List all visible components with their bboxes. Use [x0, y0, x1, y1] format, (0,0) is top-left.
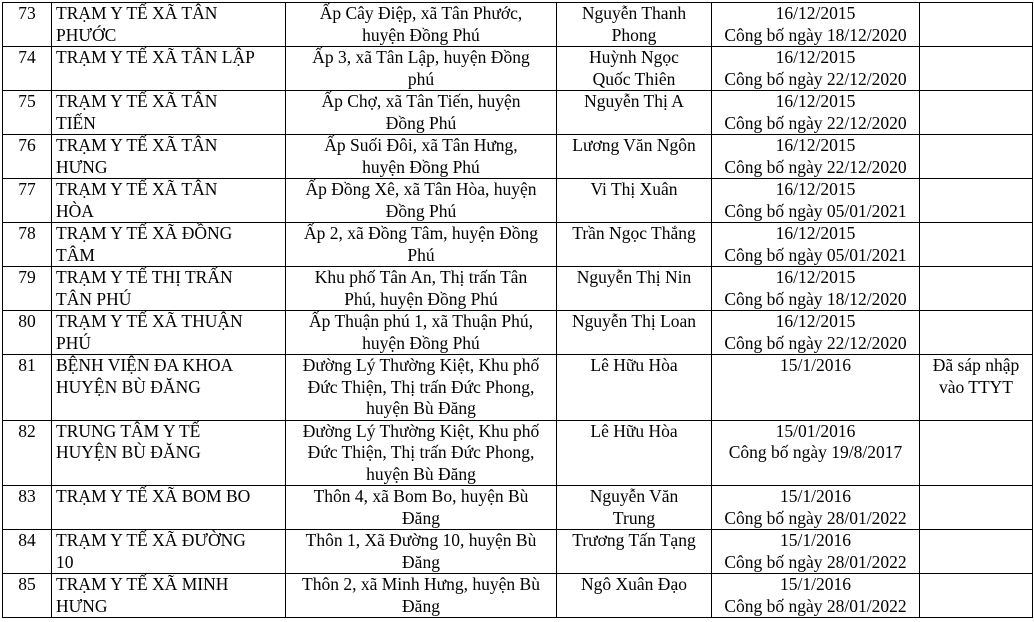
issue-date-cell: [712, 91, 920, 135]
facility-name-line: TRẠM Y TẾ XÃ MINH: [56, 574, 229, 594]
responsible-person-cell: [557, 135, 712, 179]
facility-name-line: TRẠM Y TẾ XÃ ĐƯỜNG: [56, 530, 246, 550]
facility-address-line: huyện Bù Đăng: [366, 463, 476, 484]
issue-date-line: Công bố ngày 05/01/2021: [724, 244, 907, 265]
note-cell: [920, 179, 1033, 223]
row-number: 80: [18, 311, 36, 331]
table-row: [3, 91, 1033, 135]
row-number: 75: [18, 91, 36, 111]
row-number-cell: [3, 3, 52, 47]
note-cell: [920, 47, 1033, 91]
facility-name-line: HUYỆN BÙ ĐĂNG: [56, 376, 201, 397]
row-number-cell: [3, 179, 52, 223]
facility-address-line: Ấp 2, xã Đồng Tâm, huyện Đồng: [304, 223, 538, 243]
row-number: 76: [18, 135, 36, 155]
facility-address-line: Phú, huyện Đồng Phú: [344, 288, 498, 309]
facility-name-line: TRẠM Y TẾ XÃ TÂN LẬP: [56, 47, 255, 67]
note-cell: [920, 91, 1033, 135]
row-number-cell: [3, 135, 52, 179]
issue-date-line: 15/1/2016: [780, 486, 851, 506]
responsible-person-cell: [557, 420, 712, 486]
facility-address-line: Khu phố Tân An, Thị trấn Tân: [314, 267, 528, 287]
responsible-person-cell: [557, 91, 712, 135]
table-row: [3, 574, 1033, 618]
facility-name-line: TRẠM Y TẾ XÃ BOM BO: [56, 486, 251, 506]
facility-address-cell: [286, 179, 557, 223]
note-line: vào TTYT: [938, 376, 1014, 397]
row-number-cell: [3, 486, 52, 530]
issue-date-cell: [712, 47, 920, 91]
issue-date-line: 16/12/2015: [775, 179, 856, 199]
responsible-person-line: Lương Văn Ngôn: [572, 135, 696, 155]
issue-date-line: Công bố ngày 19/8/2017: [728, 442, 903, 462]
issue-date-line: 16/12/2015: [775, 135, 856, 155]
facility-address-cell: [286, 311, 557, 355]
issue-date-cell: [712, 267, 920, 311]
table-body: [3, 3, 1033, 618]
responsible-person-line: Huỳnh Ngọc: [589, 47, 679, 67]
facility-address-cell: [286, 355, 557, 421]
table-row: [3, 530, 1033, 574]
responsible-person-cell: [557, 486, 712, 530]
facility-name-cell: [52, 3, 286, 47]
facility-address-line: Đường Lý Thường Kiệt, Khu phố: [302, 355, 540, 375]
table-row: [3, 420, 1033, 486]
row-number: 85: [18, 574, 36, 594]
responsible-person-cell: [557, 311, 712, 355]
responsible-person-line: Nguyễn Thị A: [584, 91, 684, 111]
facility-address-line: Đăng: [402, 551, 440, 572]
note-cell: [920, 223, 1033, 267]
row-number: 78: [18, 223, 36, 243]
issue-date-cell: [712, 311, 920, 355]
table-row: [3, 355, 1033, 421]
facility-name-cell: [52, 530, 286, 574]
facility-name-line: HƯNG: [56, 156, 108, 177]
facility-name-line: TRẠM Y TẾ XÃ THUẬN: [56, 311, 243, 331]
issue-date-line: Công bố ngày 18/12/2020: [724, 288, 907, 309]
facility-address-line: Đồng Phú: [385, 200, 457, 221]
row-number-cell: [3, 47, 52, 91]
facility-name-cell: [52, 486, 286, 530]
row-number-cell: [3, 530, 52, 574]
facility-name-cell: [52, 574, 286, 618]
facility-address-line: Ấp 3, xã Tân Lập, huyện Đồng: [312, 47, 530, 67]
issue-date-line: 15/1/2016: [780, 574, 851, 594]
facility-address-line: Ấp Đồng Xê, xã Tân Hòa, huyện: [305, 179, 537, 199]
facility-address-line: phú: [407, 68, 435, 89]
facility-address-line: Ấp Cây Điệp, xã Tân Phước,: [319, 3, 523, 23]
facility-name-line: TRUNG TÂM Y TẾ: [56, 420, 201, 441]
facility-name-line: 10: [56, 551, 74, 572]
issue-date-line: 16/12/2015: [775, 91, 856, 111]
issue-date-line: Công bố ngày 18/12/2020: [724, 24, 907, 45]
table-row: [3, 135, 1033, 179]
row-number: 84: [18, 530, 36, 550]
row-number-cell: [3, 91, 52, 135]
facility-address-line: Thôn 2, xã Minh Hưng, huyện Bù: [302, 574, 540, 594]
responsible-person-cell: [557, 267, 712, 311]
issue-date-line: Công bố ngày 22/12/2020: [724, 68, 907, 89]
responsible-person-cell: [557, 355, 712, 421]
issue-date-cell: [712, 530, 920, 574]
row-number-cell: [3, 311, 52, 355]
facility-name-line: TÂM: [56, 244, 95, 265]
facility-address-line: huyện Đồng Phú: [362, 332, 480, 353]
facility-address-line: Đức Thiện, Thị trấn Đức Phong,: [307, 442, 535, 462]
note-cell: [920, 420, 1033, 486]
facility-address-cell: [286, 486, 557, 530]
responsible-person-line: Trương Tấn Tạng: [572, 530, 696, 550]
facility-address-line: Ấp Thuận phú 1, xã Thuận Phú,: [309, 311, 533, 331]
note-cell: [920, 486, 1033, 530]
row-number: 73: [18, 3, 36, 23]
facility-address-line: Phú: [407, 244, 435, 265]
row-number: 82: [18, 420, 36, 441]
issue-date-line: 16/12/2015: [775, 267, 856, 287]
issue-date-line: Công bố ngày 22/12/2020: [724, 112, 907, 133]
responsible-person-cell: [557, 574, 712, 618]
note-cell: [920, 530, 1033, 574]
table-row: [3, 267, 1033, 311]
table-row: [3, 179, 1033, 223]
note-cell: [920, 267, 1033, 311]
responsible-person-line: Nguyễn Thị Nin: [576, 267, 692, 287]
issue-date-cell: [712, 486, 920, 530]
row-number-cell: [3, 355, 52, 421]
responsible-person-line: Quốc Thiên: [592, 68, 676, 89]
facility-address-line: Đường Lý Thường Kiệt, Khu phố: [302, 420, 540, 441]
responsible-person-line: Nguyễn Văn: [589, 486, 679, 506]
table-row: [3, 223, 1033, 267]
facility-name-line: TRẠM Y TẾ XÃ TÂN: [56, 91, 218, 111]
facility-address-cell: [286, 574, 557, 618]
responsible-person-cell: [557, 223, 712, 267]
facility-address-line: huyện Bù Đăng: [366, 398, 476, 418]
issue-date-cell: [712, 574, 920, 618]
facility-name-line: PHÚ: [56, 332, 92, 353]
issue-date-line: Công bố ngày 22/12/2020: [724, 332, 907, 353]
facility-name-line: TRẠM Y TẾ XÃ ĐỒNG: [56, 223, 233, 243]
issue-date-line: 16/12/2015: [775, 47, 856, 67]
row-number-cell: [3, 420, 52, 486]
responsible-person-line: Trung: [612, 507, 656, 528]
facility-name-line: PHƯỚC: [56, 24, 117, 45]
responsible-person-line: Lê Hữu Hòa: [590, 420, 678, 441]
facility-name-line: TRẠM Y TẾ THỊ TRẤN: [56, 267, 233, 287]
row-number: 74: [18, 47, 36, 67]
facility-address-cell: [286, 530, 557, 574]
note-cell: [920, 3, 1033, 47]
issue-date-cell: [712, 179, 920, 223]
facility-address-line: Ấp Chợ, xã Tân Tiến, huyện: [321, 91, 521, 111]
issue-date-line: 16/12/2015: [775, 311, 856, 331]
responsible-person-line: Vi Thị Xuân: [590, 179, 678, 199]
responsible-person-line: Nguyễn Thanh: [581, 3, 687, 23]
facility-address-cell: [286, 91, 557, 135]
facility-name-line: TÂN PHÚ: [56, 288, 132, 309]
facility-name-cell: [52, 179, 286, 223]
row-number: 83: [18, 486, 36, 506]
facility-name-line: HÒA: [56, 200, 94, 221]
issue-date-line: Công bố ngày 28/01/2022: [724, 551, 907, 572]
facility-address-line: huyện Đồng Phú: [362, 24, 480, 45]
issue-date-line: 15/1/2016: [780, 355, 851, 375]
note-cell: [920, 135, 1033, 179]
facility-name-cell: [52, 267, 286, 311]
facility-address-cell: [286, 135, 557, 179]
note-cell: [920, 355, 1033, 421]
responsible-person-line: Trần Ngọc Thắng: [572, 223, 696, 243]
facility-address-line: Thôn 4, xã Bom Bo, huyện Bù: [313, 486, 529, 506]
facility-address-line: huyện Đồng Phú: [362, 156, 480, 177]
issue-date-line: 15/1/2016: [780, 530, 851, 550]
responsible-person-cell: [557, 47, 712, 91]
facility-name-line: TRẠM Y TẾ XÃ TÂN: [56, 3, 218, 23]
facility-address-line: Đức Thiện, Thị trấn Đức Phong,: [307, 376, 535, 397]
table-row: [3, 47, 1033, 91]
facility-name-line: TRẠM Y TẾ XÃ TÂN: [56, 135, 218, 155]
issue-date-cell: [712, 3, 920, 47]
facility-name-line: TIẾN: [56, 112, 96, 133]
note-line: Đã sáp nhập: [932, 355, 1020, 375]
facility-name-cell: [52, 420, 286, 486]
facility-address-cell: [286, 420, 557, 486]
facility-name-cell: [52, 223, 286, 267]
facility-address-line: Đăng: [402, 595, 440, 616]
facility-table: [2, 2, 1033, 618]
responsible-person-cell: [557, 530, 712, 574]
issue-date-cell: [712, 223, 920, 267]
table-row: [3, 3, 1033, 47]
facility-address-line: Ấp Suối Đôi, xã Tân Hưng,: [324, 135, 518, 155]
note-cell: [920, 574, 1033, 618]
issue-date-line: Công bố ngày 22/12/2020: [724, 156, 907, 177]
facility-name-cell: [52, 311, 286, 355]
facility-address-line: Thôn 1, Xã Đường 10, huyện Bù: [305, 530, 537, 550]
table-row: [3, 486, 1033, 530]
responsible-person-line: Ngô Xuân Đạo: [581, 574, 687, 594]
row-number: 79: [18, 267, 36, 287]
note-cell: [920, 311, 1033, 355]
row-number: 77: [18, 179, 36, 199]
facility-name-cell: [52, 91, 286, 135]
facility-address-line: Đăng: [402, 507, 440, 528]
responsible-person-cell: [557, 3, 712, 47]
issue-date-line: 15/01/2016: [775, 420, 856, 441]
row-number-cell: [3, 223, 52, 267]
facility-address-line: Đồng Phú: [385, 112, 457, 133]
responsible-person-line: Phong: [611, 24, 657, 45]
facility-address-cell: [286, 223, 557, 267]
issue-date-cell: [712, 420, 920, 486]
issue-date-line: 16/12/2015: [775, 223, 856, 243]
facility-name-line: TRẠM Y TẾ XÃ TÂN: [56, 179, 218, 199]
table-row: [3, 311, 1033, 355]
issue-date-line: 16/12/2015: [775, 3, 856, 23]
facility-name-cell: [52, 47, 286, 91]
issue-date-line: Công bố ngày 28/01/2022: [724, 507, 907, 528]
row-number-cell: [3, 267, 52, 311]
facility-name-line: BỆNH VIỆN ĐA KHOA: [56, 355, 234, 375]
responsible-person-line: Lê Hữu Hòa: [590, 355, 678, 375]
responsible-person-line: Nguyễn Thị Loan: [571, 311, 697, 331]
issue-date-cell: [712, 135, 920, 179]
facility-name-cell: [52, 355, 286, 421]
facility-name-cell: [52, 135, 286, 179]
row-number: 81: [18, 355, 36, 375]
responsible-person-cell: [557, 179, 712, 223]
issue-date-line: Công bố ngày 05/01/2021: [724, 200, 907, 221]
facility-name-line: HƯNG: [56, 595, 108, 616]
issue-date-line: Công bố ngày 28/01/2022: [724, 595, 907, 616]
facility-address-cell: [286, 267, 557, 311]
facility-address-cell: [286, 47, 557, 91]
row-number-cell: [3, 574, 52, 618]
facility-address-cell: [286, 3, 557, 47]
facility-name-line: HUYỆN BÙ ĐĂNG: [56, 442, 201, 462]
issue-date-cell: [712, 355, 920, 421]
